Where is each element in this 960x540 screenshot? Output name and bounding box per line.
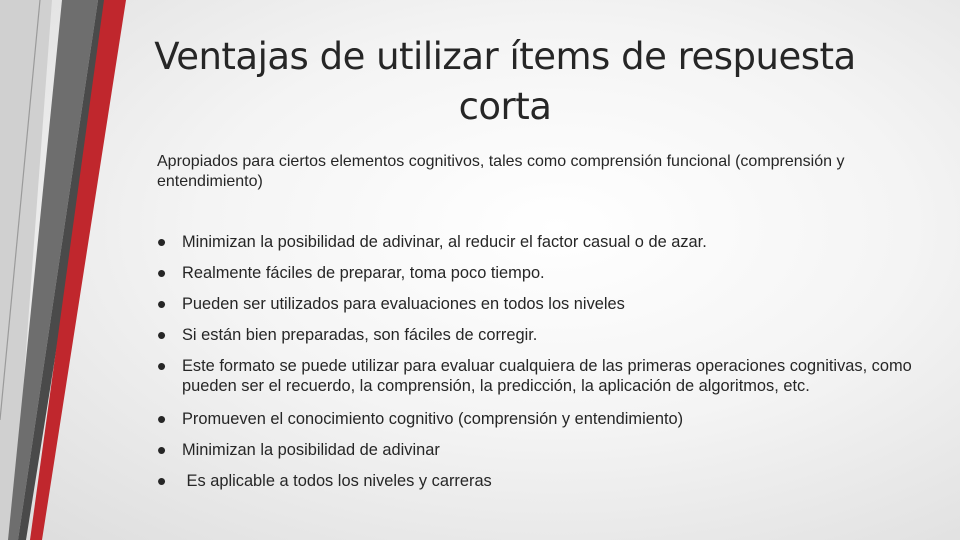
bullet-icon: • [157,435,167,465]
slide-decoration [0,0,130,540]
bullet-icon: • [157,227,167,257]
list-item [157,435,917,465]
bullet-icon: • [157,466,167,496]
slide-title: Ventajas de utilizar ítems de respuesta corta [154,35,856,128]
list-item-text: Minimizan la posibilidad de adivinar [182,441,440,459]
list-item [157,351,917,396]
bullet-icon: • [157,351,167,381]
list-item-text: Es aplicable a todos los niveles y carreras [182,472,492,490]
list-item [157,404,917,434]
bullet-icon: • [157,258,167,288]
list-item-text: Pueden ser utilizados para evaluaciones en todos los niveles [182,295,625,313]
list-item-text: Promueven el conocimiento cognitivo (comprensión y entendimiento) [182,410,684,428]
bullet-icon: • [157,320,167,350]
bullet-icon: • [157,289,167,319]
bullet-icon: • [157,404,167,434]
list-item [157,258,917,288]
list-item-text: Minimizan la posibilidad de adivinar, al reducir el factor casual o de azar. [182,233,707,251]
bullet-list [157,227,917,502]
list-item [157,320,917,350]
list-item [157,227,917,257]
list-item [157,466,917,496]
list-item-text: Realmente fáciles de preparar, toma poco tiempo. [182,264,545,282]
list-item-text: Si están bien preparadas, son fáciles de corregir. [182,326,538,344]
list-item-text: Este formato se puede utilizar para evaluar cualquiera de las primeras operaciones cognitivas, como pueden ser el recuerdo, la comprensión, la predicción, la aplicación de algoritmos, etc. [182,357,912,395]
intro-paragraph: Apropiados para ciertos elementos cognitivos, tales como comprensión funcional (comprensión y entendimiento) [157,153,845,190]
list-item [157,289,917,319]
